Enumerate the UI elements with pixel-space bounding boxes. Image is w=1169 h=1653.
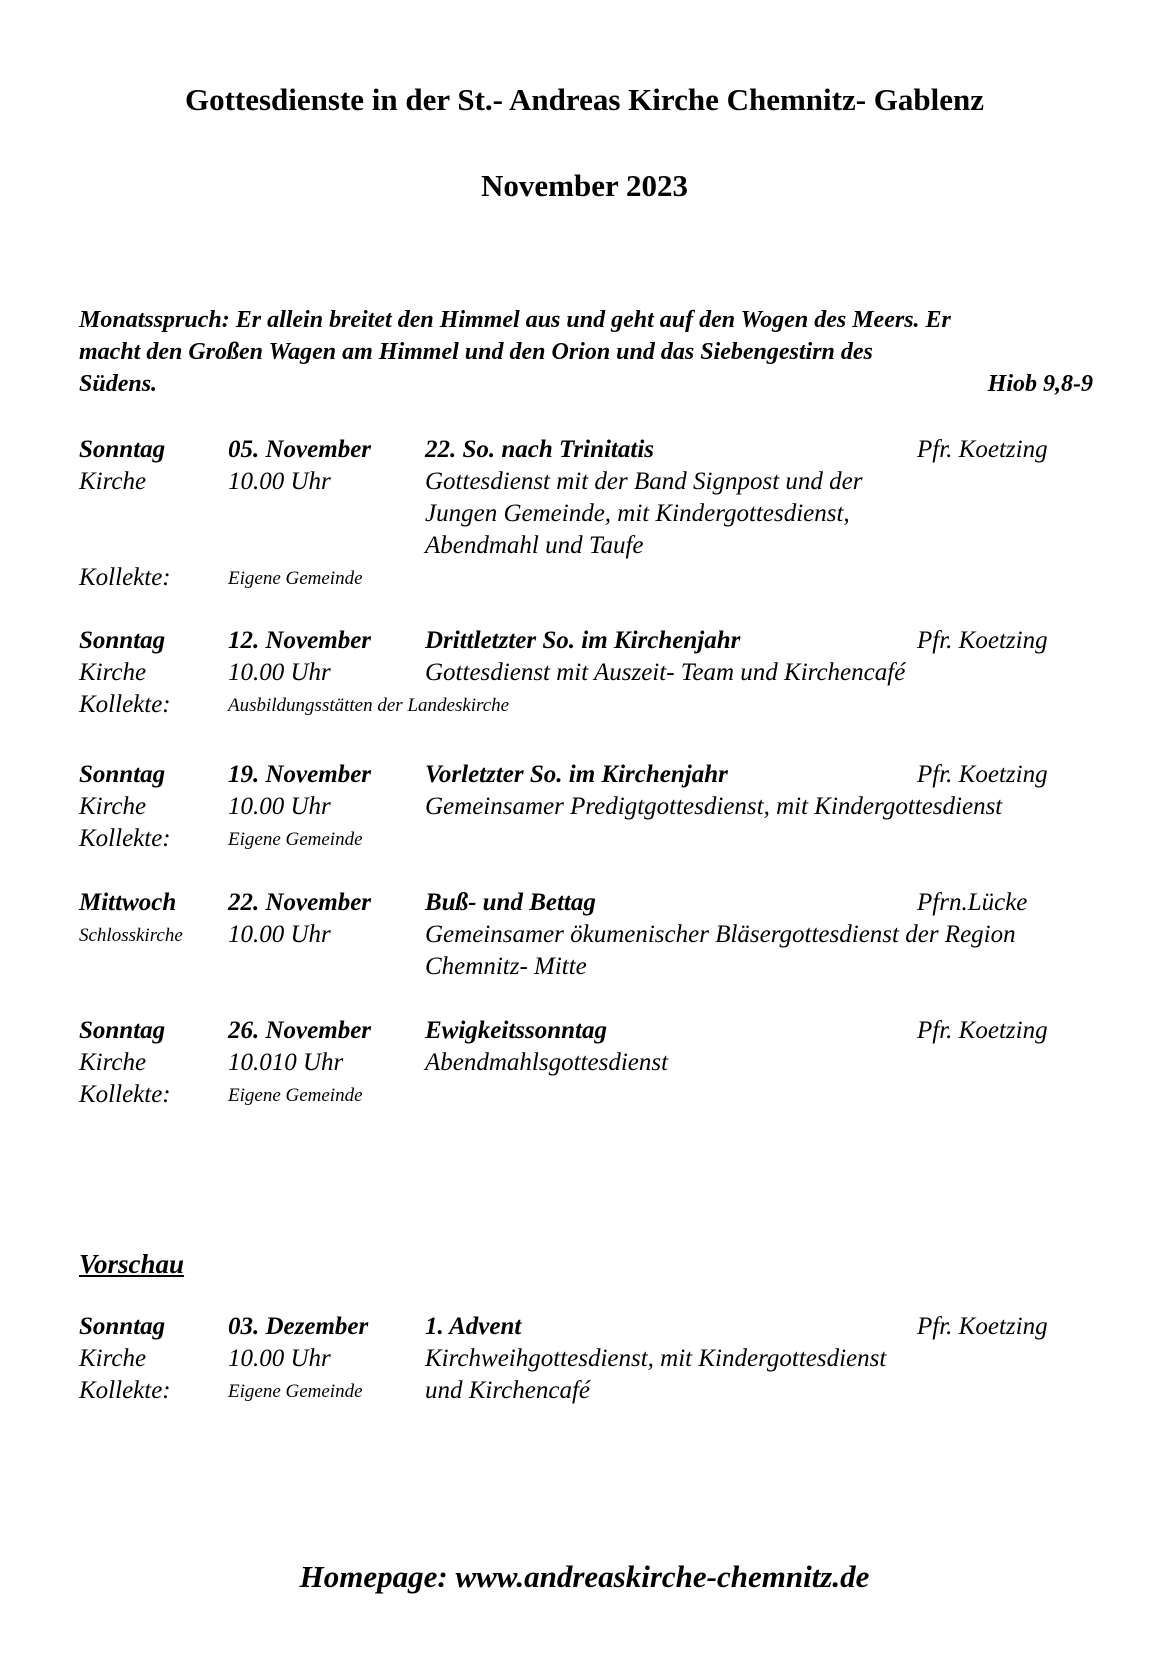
service-pastor: Pfr. Koetzing <box>917 436 1048 463</box>
service-description: Chemnitz- Mitte <box>425 953 587 980</box>
service-description: Abendmahl und Taufe <box>425 532 644 559</box>
vorschau-heading: Vorschau <box>79 1249 185 1279</box>
service-place: Kirche <box>79 659 147 686</box>
service-day: Sonntag <box>79 1313 166 1340</box>
kollekte-value: Ausbildungsstätten der Landeskirche <box>228 695 510 716</box>
kollekte-value: Eigene Gemeinde <box>228 829 363 850</box>
service-entry <box>79 1017 1099 1113</box>
service-title: Ewigkeitssonntag <box>425 1017 607 1044</box>
kollekte-label: Kollekte: <box>79 691 171 718</box>
service-entry <box>79 889 1099 985</box>
service-time: 10.00 Uhr <box>228 468 331 495</box>
service-place: Schlosskirche <box>79 925 183 946</box>
service-description: Gemeinsamer ökumenischer Bläsergottesdienst der Region <box>425 921 1016 948</box>
monatsspruch-line-end: Südens. <box>79 371 158 397</box>
month-title: November 2023 <box>481 168 688 203</box>
service-date: 12. November <box>228 627 372 654</box>
service-date: 19. November <box>228 761 372 788</box>
service-pastor: Pfrn.Lücke <box>917 889 1028 916</box>
service-date: 26. November <box>228 1017 372 1044</box>
kollekte-label: Kollekte: <box>79 564 171 591</box>
kollekte-label: Kollekte: <box>79 825 171 852</box>
service-time: 10.00 Uhr <box>228 921 331 948</box>
service-time: 10.00 Uhr <box>228 1345 331 1372</box>
kollekte-label: Kollekte: <box>79 1377 171 1404</box>
service-pastor: Pfr. Koetzing <box>917 1313 1048 1340</box>
homepage-link[interactable]: Homepage: www.andreaskirche-chemnitz.de <box>299 1559 870 1594</box>
service-day: Sonntag <box>79 1017 166 1044</box>
service-title: 22. So. nach Trinitatis <box>425 436 654 463</box>
service-title: Buß- und Bettag <box>425 889 596 916</box>
service-day: Sonntag <box>79 627 166 654</box>
service-description: Abendmahlsgottesdienst <box>425 1049 669 1076</box>
monatsspruch-line: Monatsspruch: Er allein breitet den Himmel aus und geht auf den Wogen des Meers. Er <box>79 307 951 333</box>
service-place: Kirche <box>79 793 147 820</box>
kollekte-label: Kollekte: <box>79 1081 171 1108</box>
service-entry <box>79 761 1099 857</box>
service-title: 1. Advent <box>425 1313 522 1340</box>
kollekte-value: Eigene Gemeinde <box>228 568 363 589</box>
bible-reference: Hiob 9,8-9 <box>987 371 1093 397</box>
service-description: Kirchweihgottesdienst, mit Kindergottesdienst <box>425 1345 887 1372</box>
service-date: 03. Dezember <box>228 1313 369 1340</box>
service-description: Jungen Gemeinde, mit Kindergottesdienst, <box>425 500 850 527</box>
monatsspruch-line <box>79 368 1093 400</box>
service-description: und Kirchencafé <box>425 1377 591 1404</box>
service-place: Kirche <box>79 1345 147 1372</box>
service-time: 10.010 Uhr <box>228 1049 344 1076</box>
preview-entry <box>79 1313 1099 1409</box>
service-pastor: Pfr. Koetzing <box>917 627 1048 654</box>
service-pastor: Pfr. Koetzing <box>917 1017 1048 1044</box>
service-description: Gottesdienst mit Auszeit- Team und Kirchencafé <box>425 659 906 686</box>
monatsspruch-line: macht den Großen Wagen am Himmel und den Orion und das Siebengestirn des <box>79 339 873 365</box>
service-date: 22. November <box>228 889 372 916</box>
kollekte-value: Eigene Gemeinde <box>228 1381 363 1402</box>
service-day: Sonntag <box>79 436 166 463</box>
service-entry <box>79 436 1099 596</box>
service-time: 10.00 Uhr <box>228 793 331 820</box>
monatsspruch <box>79 304 1093 400</box>
kollekte-value: Eigene Gemeinde <box>228 1085 363 1106</box>
service-time: 10.00 Uhr <box>228 659 331 686</box>
service-date: 05. November <box>228 436 372 463</box>
service-title: Drittletzter So. im Kirchenjahr <box>425 627 741 654</box>
service-pastor: Pfr. Koetzing <box>917 761 1048 788</box>
service-day: Mittwoch <box>79 889 177 916</box>
page-title: Gottesdienste in der St.- Andreas Kirche Chemnitz- Gablenz <box>184 82 985 117</box>
service-title: Vorletzter So. im Kirchenjahr <box>425 761 728 788</box>
service-place: Kirche <box>79 1049 147 1076</box>
service-day: Sonntag <box>79 761 166 788</box>
service-description: Gottesdienst mit der Band Signpost und der <box>425 468 863 495</box>
service-place: Kirche <box>79 468 147 495</box>
service-entry <box>79 627 1099 723</box>
service-description: Gemeinsamer Predigtgottesdienst, mit Kindergottesdienst <box>425 793 1003 820</box>
